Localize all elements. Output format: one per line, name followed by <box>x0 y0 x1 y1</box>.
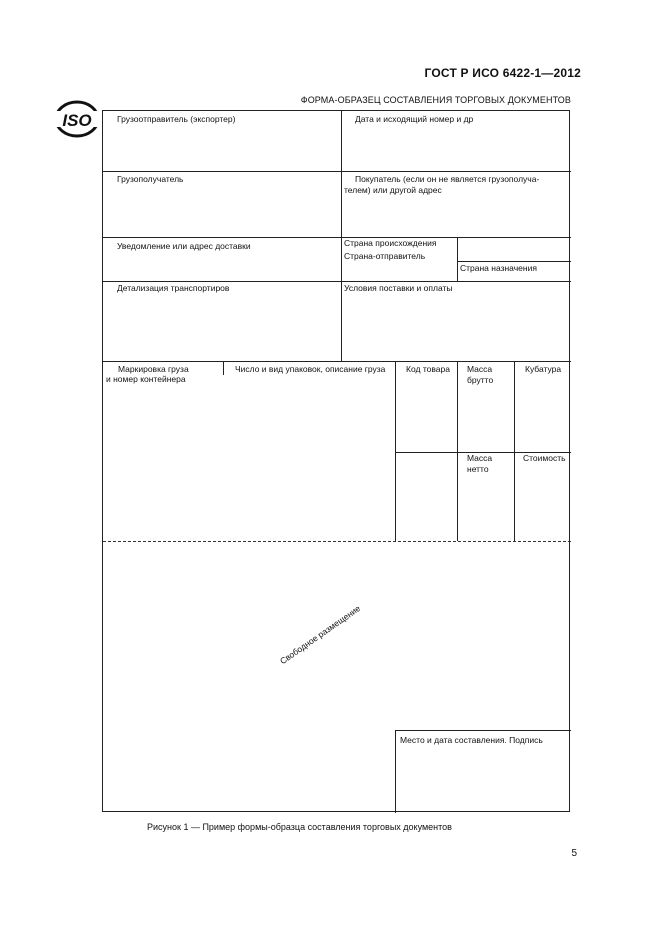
marks-label-line2: и номер контейнера <box>106 374 186 384</box>
value-label: Стоимость <box>523 453 566 463</box>
row-divider <box>103 171 571 172</box>
cube-label: Кубатура <box>525 364 562 374</box>
net-mass-label-line2: нетто <box>467 464 489 474</box>
exporter-label: Грузоотправитель (экспортер) <box>117 114 236 124</box>
consignee-label: Грузополучатель <box>117 174 184 184</box>
row-divider <box>103 237 571 238</box>
row-divider <box>103 361 571 362</box>
column-divider <box>395 361 396 541</box>
trade-document-form <box>102 110 570 812</box>
buyer-label-line2: телем) или другой адрес <box>344 185 442 195</box>
transport-label: Детализация транспортиров <box>117 283 230 293</box>
commodity-code-label: Код товара <box>406 364 450 374</box>
column-divider <box>457 361 458 541</box>
free-disposition-label: Свободное размещение <box>278 603 363 667</box>
buyer-label-line1: Покупатель (если он не является грузополуча- <box>355 174 540 184</box>
country-destination-label: Страна назначения <box>460 263 537 273</box>
country-origin-label: Страна происхождения <box>344 238 437 248</box>
page-number: 5 <box>571 848 577 859</box>
column-divider <box>395 730 396 813</box>
column-divider <box>514 361 515 541</box>
dashed-divider <box>103 541 571 542</box>
notify-label: Уведомление или адрес доставки <box>117 241 251 251</box>
net-mass-label-line1: Масса <box>467 453 493 463</box>
place-date-signature-label: Место и дата составления. Подпись <box>400 735 543 745</box>
figure-caption: Рисунок 1 — Пример формы-образца составления торговых документов <box>147 822 452 832</box>
column-divider <box>457 237 458 281</box>
country-dispatch-label: Страна-отправитель <box>344 251 426 261</box>
packages-label: Число и вид упаковок, описание груза <box>235 364 386 374</box>
date-reference-label: Дата и исходящий номер и др <box>355 114 474 124</box>
form-caption: ФОРМА-ОБРАЗЕЦ СОСТАВЛЕНИЯ ТОРГОВЫХ ДОКУМЕНТОВ <box>300 95 571 105</box>
row-divider <box>103 281 571 282</box>
row-divider <box>457 261 571 262</box>
marks-label-line1: Маркировка груза <box>118 364 189 374</box>
document-code: ГОСТ Р ИСО 6422-1—2012 <box>424 66 581 80</box>
delivery-terms-label: Условия поставки и оплаты <box>344 283 453 293</box>
gross-mass-label-line2: брутто <box>467 375 494 385</box>
svg-text:ISO: ISO <box>62 111 92 130</box>
column-divider <box>223 361 224 375</box>
row-divider <box>395 730 571 731</box>
iso-logo <box>54 100 100 138</box>
column-divider <box>341 111 342 361</box>
gross-mass-label-line1: Масса <box>467 364 493 374</box>
